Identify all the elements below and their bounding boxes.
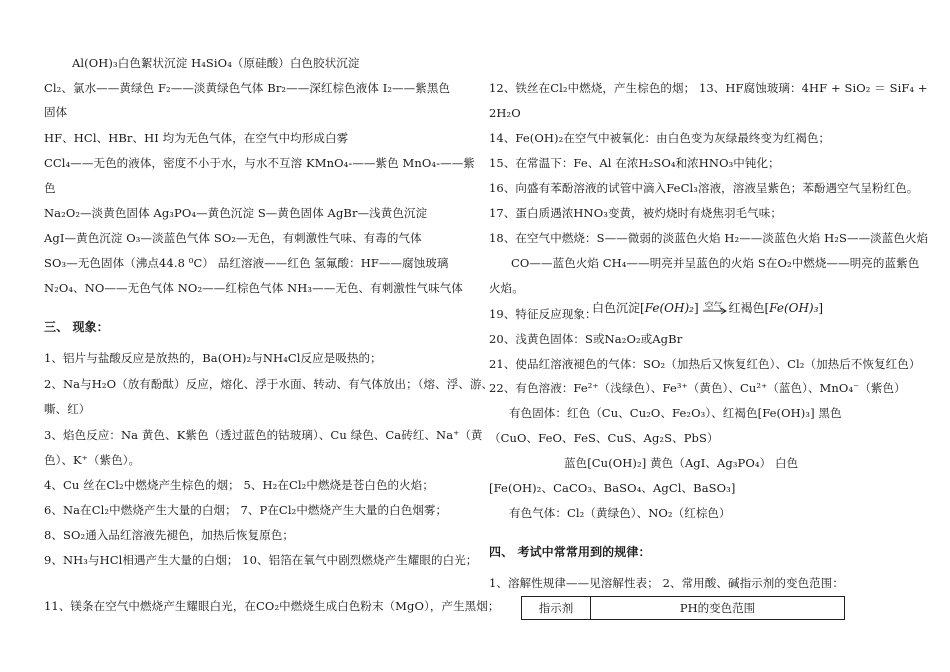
left-line-12: 1、铝片与盐酸反应是放热的，Ba(OH)₂与NH₄Cl反应是吸热的；: [44, 351, 382, 365]
arrow-label: 空气: [704, 301, 723, 312]
formula-fe-oh-2: Fe(OH)₂: [644, 301, 694, 315]
right-line-16: 蓝色[Cu(OH)₂] 黄色（AgI、Ag₃PO₄） 白色: [564, 456, 799, 470]
left-line-16: 色）、K⁺（紫色）。: [44, 453, 141, 467]
right-line-13: 22、有色溶液：Fe²⁺（浅绿色）、Fe³⁺（黄色）、Cu²⁺（蓝色）、MnO₄⁻（紫色）: [489, 381, 906, 395]
table-header-row: [522, 597, 845, 620]
left-line-2: Cl₂、氯水——黄绿色 F₂——淡黄绿色气体 Br₂——深红棕色液体 I₂——紫黑色: [44, 81, 451, 95]
feature-reaction-formula: 白色沉淀[Fe(OH)₂] 空气 红褐色[Fe(OH)₃]: [592, 299, 823, 316]
left-line-4: HF、HCl、HBr、HI 均为无色气体，在空气中均形成白雾: [44, 131, 349, 145]
left-line-7: Na₂O₂—淡黄色固体 Ag₃PO₄—黄色沉淀 S—黄色固体 AgBr—浅黄色沉淀: [44, 206, 428, 220]
formula-white-precipitate: 白色沉淀: [592, 301, 641, 315]
left-line-3: 固体: [44, 105, 68, 119]
right-line-3: 14、Fe(OH)₂在空气中被氧化：由白色变为灰绿最终变为红褐色；: [489, 131, 831, 145]
left-line-10: N₂O₄、NO——无色气体 NO₂——红棕色气体 NH₃——无色、有刺激性气味气体: [44, 281, 463, 295]
left-line-17: 4、Cu 丝在Cl₂中燃烧产生棕色的烟； 5、H₂在Cl₂中燃烧是苍白色的火焰；: [44, 478, 434, 492]
formula-fe-oh-3: Fe(OH)₃: [769, 301, 819, 315]
right-line-17: [Fe(OH)₂、CaCO₃、BaSO₄、AgCl、BaSO₃]: [489, 481, 736, 495]
left-line-9: SO₃—无色固体（沸点44.8 ⁰C） 品红溶液——红色 氢氟酸：HF——腐蚀玻璃: [44, 256, 449, 270]
right-line-7: 18、在空气中燃烧：S——微弱的淡蓝色火焰 H₂——淡蓝色火焰 H₂S——淡蓝色火焰: [489, 231, 929, 245]
right-line-6: 17、蛋白质遇浓HNO₃变黄，被灼烧时有烧焦羽毛气味；: [489, 206, 782, 220]
right-line-14: 有色固体：红色（Cu、Cu₂O、Fe₂O₃）、红褐色[Fe(OH)₃] 黑色: [509, 406, 842, 420]
section-heading-rules: 四、 考试中常常用到的规律：: [489, 545, 651, 559]
formula-red-brown: 红褐色: [728, 301, 765, 315]
left-line-19: 8、SO₂通入品红溶液先褪色，加热后恢复原色；: [44, 528, 295, 542]
indicator-table: [521, 596, 845, 620]
left-line-5: CCl₄——无色的液体，密度不小于水，与水不互溶 KMnO₄-——紫色 MnO₄-——紫: [44, 156, 475, 170]
right-line-1: 12、铁丝在Cl₂中燃烧，产生棕色的烟； 13、HF腐蚀玻璃：4HF + SiO₂ ＝ SiF₄ +: [489, 81, 928, 95]
right-line-18: 有色气体：Cl₂（黄绿色）、NO₂（红棕色）: [509, 506, 731, 520]
left-line-1: Al(OH)₃白色絮状沉淀 H₄SiO₄（原硅酸）白色胶状沉淀: [72, 56, 360, 70]
left-line-21: 11、镁条在空气中燃烧产生耀眼白光，在CO₂中燃烧生成白色粉末（MgO），产生黑烟；: [44, 599, 500, 613]
right-line-10: 19、特征反应现象：: [489, 307, 597, 321]
right-line-20: 1、溶解性规律——见溶解性表； 2、常用酸、碱指示剂的变色范围：: [489, 576, 844, 590]
left-line-20: 9、NH₃与HCl相遇产生大量的白烟； 10、铝箔在氧气中剧烈燃烧产生耀眼的白光；: [44, 553, 478, 567]
left-line-14: 嘶、红）: [44, 402, 91, 416]
right-line-5: 16、向盛有苯酚溶液的试管中滴入FeCl₃溶液，溶液呈紫色；苯酚遇空气呈粉红色。: [489, 181, 919, 195]
left-line-6: 色: [44, 181, 56, 195]
left-line-18: 6、Na在Cl₂中燃烧产生大量的白烟； 7、P在Cl₂中燃烧产生大量的白色烟雾；: [44, 503, 448, 517]
table-header-ph-range: PH的变色范围: [591, 597, 845, 620]
left-line-8: AgI—黄色沉淀 O₃—淡蓝色气体 SO₂—无色，有刺激性气味、有毒的气体: [44, 231, 422, 245]
section-heading-phenomena: 三、 现象：: [44, 320, 109, 334]
left-line-13: 2、Na与H₂O（放有酚酞）反应，熔化、浮于水面、转动、有气体放出；（熔、浮、游、: [44, 377, 494, 391]
right-line-12: 21、使品红溶液褪色的气体：SO₂（加热后又恢复红色）、Cl₂（加热后不恢复红色）: [489, 357, 921, 371]
table-header-indicator: 指示剂: [522, 597, 591, 620]
right-line-11: 20、浅黄色固体：S或Na₂O₂或AgBr: [489, 332, 683, 346]
right-line-15: （CuO、FeO、FeS、CuS、Ag₂S、PbS）: [489, 431, 719, 445]
right-line-8: CO——蓝色火焰 CH₄——明亮并呈蓝色的火焰 S在O₂中燃烧——明亮的蓝紫色: [511, 256, 920, 270]
right-line-2: 2H₂O: [489, 106, 521, 120]
right-line-4: 15、在常温下：Fe、Al 在浓H₂SO₄和浓HNO₃中钝化；: [489, 156, 780, 170]
arrow-icon: [702, 302, 728, 316]
right-line-9: 火焰。: [489, 281, 524, 295]
left-line-15: 3、焰色反应：Na 黄色、K紫色（透过蓝色的钴玻璃）、Cu 绿色、Ca砖红、Na⁺（黄: [44, 428, 483, 442]
